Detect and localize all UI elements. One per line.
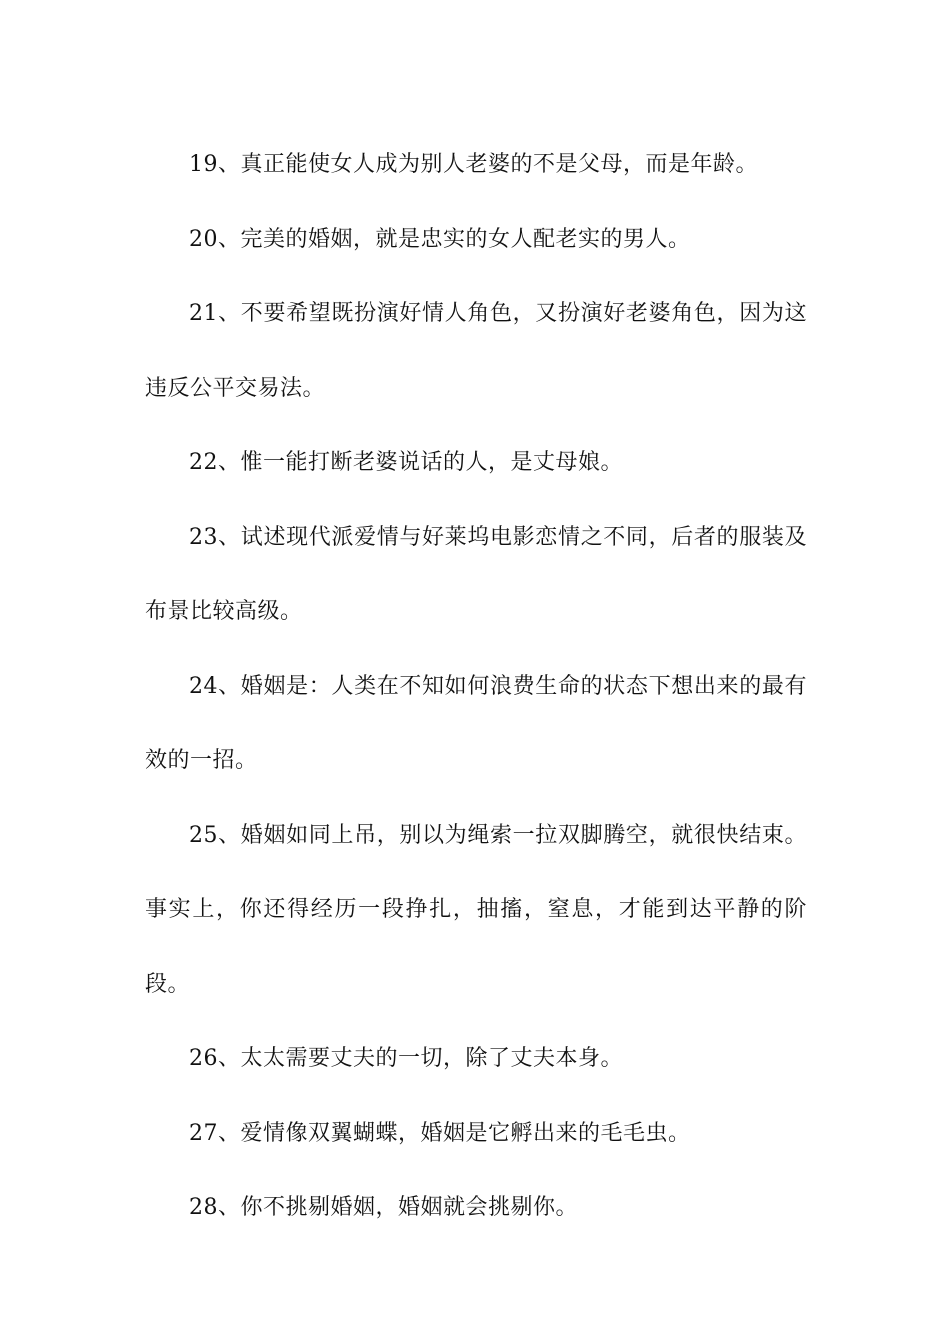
paragraph-20: 20、完美的婚姻，就是忠实的女人配老实的男人。 [189, 226, 691, 252]
paragraph-21: 21、不要希望既扮演好情人角色，又扮演好老婆角色，因为这违反公平交易法。 [145, 301, 807, 401]
paragraph-24: 24、婚姻是：人类在不知如何浪费生命的状态下想出来的最有效的一招。 [145, 673, 807, 773]
paragraph-19: 19、真正能使女人成为别人老婆的不是父母，而是年龄。 [189, 152, 758, 177]
paragraph-22: 22、惟一能打断老婆说话的人，是丈母娘。 [189, 450, 623, 475]
paragraph-23: 23、试述现代派爱情与好莱坞电影恋情之不同，后者的服装及布景比较高级。 [145, 524, 807, 624]
paragraph-27: 27、爱情像双翼蝴蝶，婚姻是它孵出来的毛毛虫。 [189, 1120, 691, 1146]
paragraph-28: 28、你不挑剔婚姻，婚姻就会挑剔你。 [189, 1195, 578, 1220]
paragraph-26: 26、太太需要丈夫的一切，除了丈夫本身。 [189, 1046, 623, 1071]
document-body [145, 128, 807, 1246]
paragraph-25: 25、婚姻如同上吊，别以为绳索一拉双脚腾空，就很快结束。事实上，你还得经历一段挣扎，抽搐，窒息，才能到达平静的阶段。 [145, 822, 807, 997]
